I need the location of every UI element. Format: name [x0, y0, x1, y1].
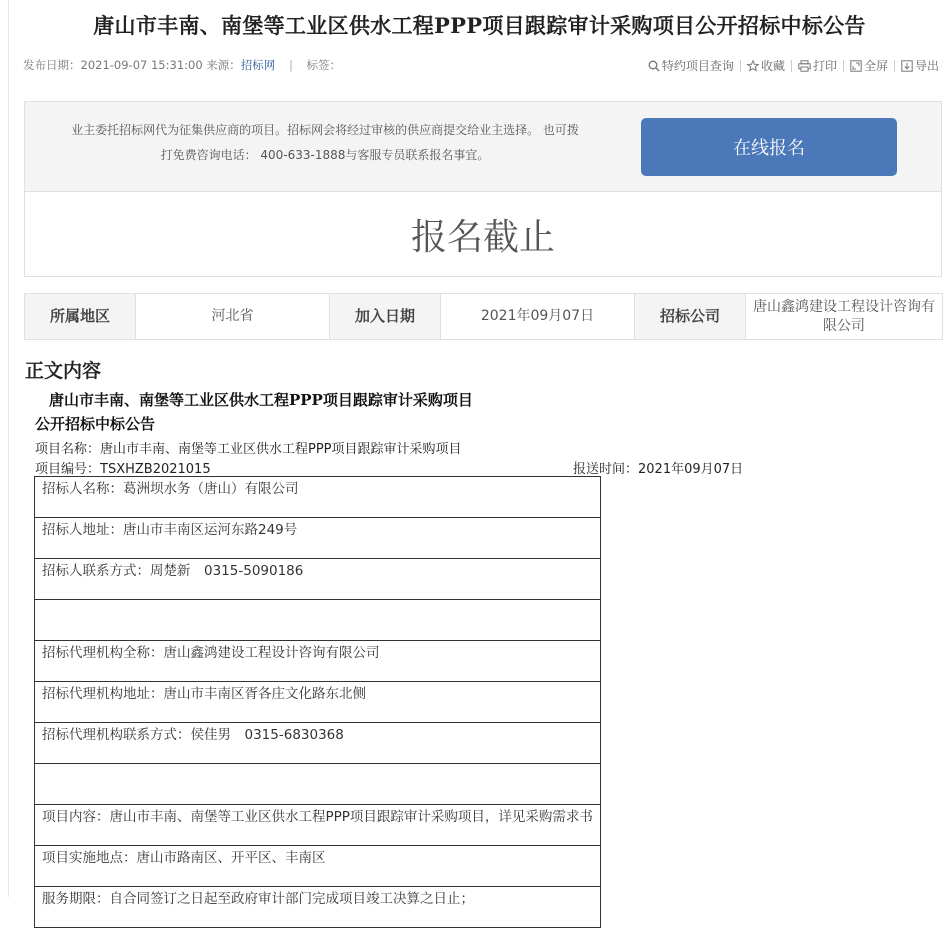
publish-date-label: 发布日期：	[23, 58, 81, 72]
print-label: 打印	[812, 59, 837, 73]
bid-detail-table	[34, 476, 601, 928]
project-name-line: 项目名称：唐山市丰南、南堡等工业区供水工程PPP项目跟踪审计采购项目	[35, 442, 462, 457]
project-info-table	[24, 293, 943, 340]
table-row: 招标代理机构联系方式：侯佳男 0315-6830368	[35, 723, 601, 764]
print-icon	[798, 60, 811, 72]
toolbar-divider	[843, 60, 844, 72]
table-row: 项目实施地点：唐山市路南区、开平区、丰南区	[35, 846, 601, 887]
table-row: 招标人名称：葛洲坝水务（唐山）有限公司	[35, 477, 601, 518]
article-meta	[23, 57, 341, 73]
search-icon	[648, 60, 660, 72]
meta-divider: |	[288, 58, 293, 72]
notice-heading: 唐山市丰南、南堡等工业区供水工程PPP项目跟踪审计采购项目	[49, 391, 473, 409]
table-row: 招标人联系方式：周楚新 0315-5090186	[35, 559, 601, 600]
project-search-button[interactable]	[648, 57, 734, 74]
notice-subheading: 公开招标中标公告	[35, 415, 156, 433]
page-title: 唐山市丰南、南堡等工业区供水工程PPP项目跟踪审计采购项目公开招标中标公告	[93, 13, 866, 38]
table-row	[35, 600, 601, 641]
registration-closed-status: 报名截止	[410, 216, 555, 258]
project-number-line: 项目编号：TSXHZB2021015	[35, 462, 211, 477]
agency-label: 招标公司	[635, 294, 746, 340]
table-row: 招标代理机构全称：唐山鑫鸿建设工程设计咨询有限公司	[35, 641, 601, 682]
toolbar-divider	[894, 60, 895, 72]
table-row: 招标代理机构地址：唐山市丰南区胥各庄文化路东北侧	[35, 682, 601, 723]
registration-panel	[24, 101, 942, 277]
fullscreen-label: 全屏	[863, 59, 888, 73]
favorite-button[interactable]	[747, 57, 785, 74]
agency-value: 唐山鑫鸿建设工程设计咨询有限公司	[746, 294, 943, 340]
toolbar-divider	[740, 60, 741, 72]
source-link[interactable]: 招标网	[240, 58, 276, 72]
region-value: 河北省	[136, 294, 330, 340]
report-time-line: 报送时间：2021年09月07日	[573, 462, 744, 477]
registration-desc-line: 业主委托招标网代为征集供应商的项目。招标网会将经过审核的供应商提交给业主选择。 也可拨	[71, 123, 579, 137]
table-row: 招标人地址：唐山市丰南区运河东路249号	[35, 518, 601, 559]
table-row: 服务期限：自合同签订之日起至政府审计部门完成项目竣工决算之日止；	[35, 887, 601, 928]
join-date-label: 加入日期	[330, 294, 441, 340]
tags-label: 标签：	[306, 58, 341, 72]
registration-description	[45, 118, 605, 168]
content-section-title: 正文内容	[25, 360, 102, 382]
region-label: 所属地区	[25, 294, 136, 340]
registration-desc-line: 打免费咨询电话： 400-633-1888与客服专员联系报名事宜。	[160, 148, 490, 162]
favorite-label: 收藏	[760, 59, 785, 73]
export-button[interactable]	[901, 57, 939, 74]
project-search-label: 特约项目查询	[661, 59, 734, 73]
page-container	[8, 0, 949, 907]
table-row: 项目内容：唐山市丰南、南堡等工业区供水工程PPP项目跟踪审计采购项目，详见采购需求书	[35, 805, 601, 846]
export-icon	[901, 60, 913, 72]
article-toolbar	[648, 57, 939, 74]
table-row	[35, 764, 601, 805]
publish-date: 2021-09-07 15:31:00	[80, 58, 203, 72]
fullscreen-button[interactable]	[850, 57, 888, 74]
toolbar-divider	[791, 60, 792, 72]
export-label: 导出	[914, 59, 939, 73]
source-label: 来源：	[206, 58, 241, 72]
star-icon	[747, 60, 759, 72]
registration-header	[25, 102, 941, 192]
online-register-button[interactable]: 在线报名	[641, 118, 897, 176]
fullscreen-icon	[850, 60, 862, 72]
print-button[interactable]	[798, 57, 837, 74]
join-date-value: 2021年09月07日	[441, 294, 635, 340]
